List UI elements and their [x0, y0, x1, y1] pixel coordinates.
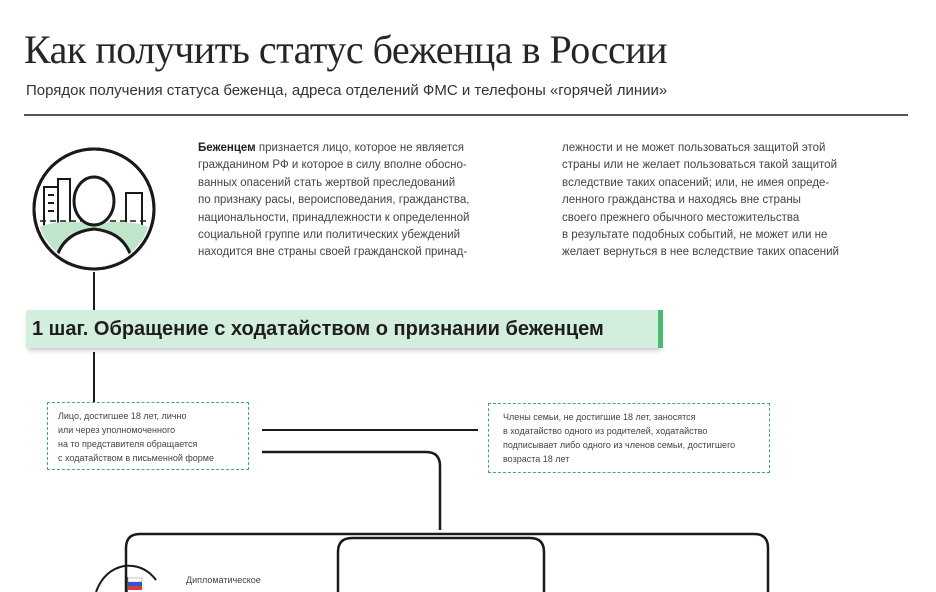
page-title: Как получить статус беженца в России [24, 27, 668, 72]
intro-line: находится вне страны своей гражданской принад- [198, 246, 468, 259]
intro-line: лежности и не может пользоваться защитой этой [562, 142, 826, 154]
intro-line: ванных опасений стать жертвой преследований [198, 176, 456, 189]
intro-term: Беженцем [198, 142, 256, 154]
intro-column-left [198, 140, 470, 262]
intro-line: социальной группе или политических убеждений [198, 229, 461, 242]
intro-first-line [198, 140, 470, 157]
intro-line: гражданином РФ и которое в силу вполне обосно- [198, 159, 467, 172]
russian-flag-icon [126, 577, 146, 592]
intro-line: желает вернуться в нее вследствие таких опасений [562, 246, 839, 259]
adult-applicant-box [47, 402, 249, 470]
intro-line: ленного гражданства и находясь вне страны [562, 194, 801, 207]
page-subtitle: Порядок получения статуса беженца, адреса отделений ФМС и телефоны «горячей линии» [26, 82, 668, 99]
minor-family-members-box [488, 403, 770, 473]
box-line: или через уполномоченного [58, 425, 176, 435]
refugee-avatar-icon [30, 145, 158, 273]
box-line: Лицо, достигшее 18 лет, лично [58, 411, 187, 421]
intro-line: вследствие таких опасений; или, не имея опреде- [562, 176, 830, 189]
intro-first-line-rest: признается лицо, которое не является [255, 142, 464, 154]
intro-line: в результате подобных событий, не может или не [562, 229, 828, 242]
step-1-title: 1 шаг. Обращение с ходатайством о признании беженцем [32, 318, 604, 340]
connector-main-down [262, 452, 440, 530]
box-line: на то представителя обращается [58, 439, 198, 449]
intro-column-right [562, 140, 839, 262]
box-line: с ходатайством в письменной форме [58, 453, 214, 463]
intro-line: по признаку расы, вероисповедания, гражданства, [198, 194, 470, 207]
box-line: подписывает либо одного из членов семьи, достигшего [503, 440, 736, 450]
intro-line: национальности, принадлежности к определенной [198, 211, 470, 224]
diplomatic-mission-label: Дипломатическое [186, 575, 261, 585]
box-line: возраста 18 лет [503, 454, 570, 464]
intro-line: страны или не желает пользоваться такой защитой [562, 159, 837, 172]
connector-middle-branch [338, 538, 544, 592]
intro-line: своего прежнего обычного местожительства [562, 211, 800, 224]
box-line: в ходатайство одного из родителей, ходатайство [503, 426, 708, 436]
box-line: Члены семьи, не достигшие 18 лет, заносятся [503, 412, 696, 422]
